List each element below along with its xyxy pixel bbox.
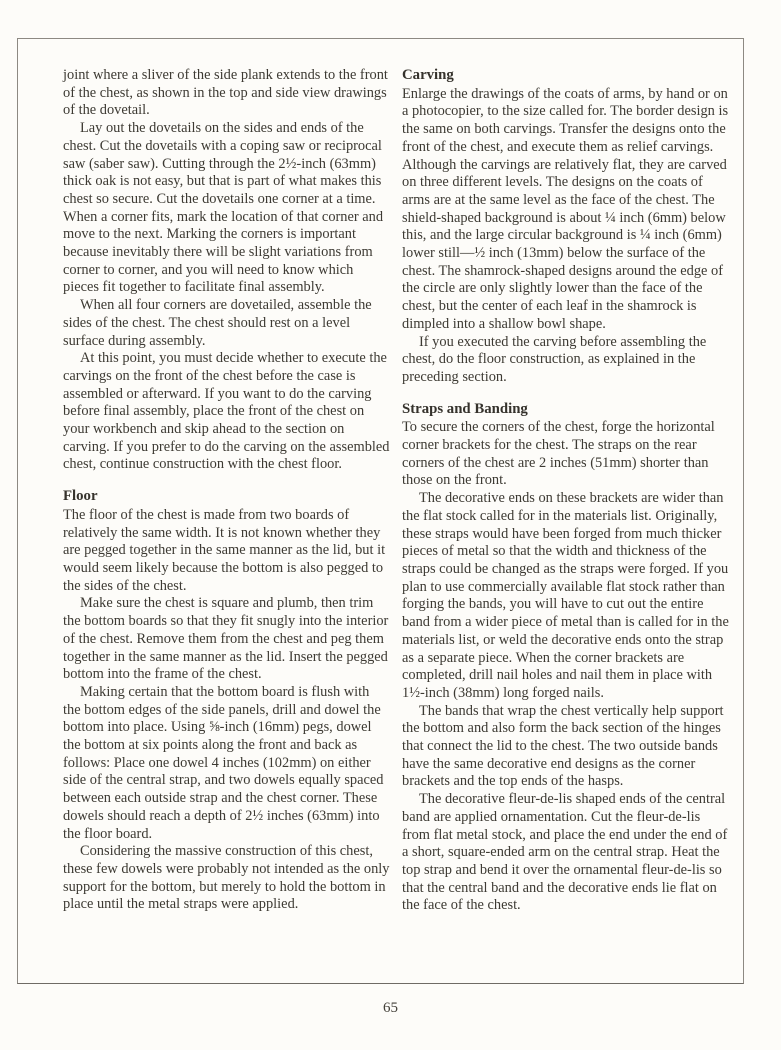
paragraph: Enlarge the drawings of the coats of arms, by hand or on a photocopier, to the size called for. The border design is the same on both carvings. Transfer the designs onto the front of the chest, and execute them as relief carvings. Although the carvings are relatively flat, they are carved on three different levels. The designs on the coats of arms are at the same level as the face of the chest. The shield-shaped background is about ¼ inch (6mm) below this, and the large circular background is ¼ inch (6mm) lower still—½ inch (13mm) below the surface of the chest. The shamrock-shaped designs around the edge of the circle are only slightly lower than the face of the chest, but the center of each leaf in the shamrock is dimpled into a shallow bowl shape. — [402, 85, 729, 332]
section-heading: Carving — [402, 67, 454, 83]
paragraph: Lay out the dovetails on the sides and ends of the chest. Cut the dovetails with a coping saw or reciprocal saw (saber saw). Cutting through the 2½-inch (63mm) thick oak is not easy, but that is part of what makes this chest so secure. Cut the dovetails one corner at a time. When a corner fits, mark the location of that corner and move to the next. Marking the corners is important because inevitably there will be slight variations from corner to corner, and you will need to know which pieces fit together to facilitate final assembly. — [63, 120, 384, 296]
paragraph: At this point, you must decide whether to execute the carvings on the front of the chest before the case is assembled or afterward. If you want to do the carving before final assembly, place the front of the chest on your workbench and skip ahead to the section on carving. If you prefer to do the carving on the assembled chest, continue construction with the chest floor. — [63, 350, 390, 473]
paragraph: Making certain that the bottom board is flush with the bottom edges of the side panels, drill and dowel the bottom into place. Using ⅝-inch (16mm) pegs, dowel the bottom at six points along the front and back as follows: Place one dowel 4 inches (102mm) on either side of the central strap, and two dowels equally spaced between each outside strap and the chest corner. These dowels should reach a depth of 2½ inches (63mm) into the floor board. — [63, 683, 384, 842]
paragraph: The decorative ends on these brackets are wider than the flat stock called for in the materials list. Originally, these straps would have been forged from much thicker pieces of metal so that the width and thickness of the straps could be changed as the straps were forged. If you plan to use commercially available flat stock rather than forging the bands, you will have to cut out the entire band from a wider piece of metal than is called for in the materials list, or weld the decorative ends onto the strap as a separate piece. When the corner brackets are completed, drill nail holes and nail them in place with 1½-inch (38mm) long forged nails. — [402, 490, 729, 701]
page-border — [17, 38, 744, 984]
paragraph: The floor of the chest is made from two boards of relatively the same width. It is not known whether they are pegged together in the same manner as the lid, but it would seem likely because the bottom is also pegged to the sides of the chest. — [63, 506, 386, 594]
paragraph: The bands that wrap the chest vertically help support the bottom and also form the back section of the hinges that connect the lid to the chest. The two outside bands have the same decorative end designs as the corner brackets and the top ends of the hasps. — [402, 702, 724, 790]
column-right — [402, 67, 729, 915]
paragraph: When all four corners are dovetailed, assemble the sides of the chest. The chest should rest on a level surface during assembly. — [63, 297, 372, 349]
paragraph: If you executed the carving before assembling the chest, do the floor construction, as explained in the preceding section. — [402, 333, 707, 385]
paragraph: joint where a sliver of the side plank extends to the front of the chest, as shown in the top and side view drawings of the dovetail. — [63, 67, 388, 119]
section-heading: Straps and Banding — [402, 400, 528, 417]
column-left — [63, 67, 390, 915]
section-heading: Floor — [63, 488, 98, 505]
paragraph: The decorative fleur-de-lis shaped ends of the central band are applied ornamentation. Cut the fleur-de-lis from flat metal stock, and place the end under the end of a short, square-ended arm on the central strap. Heat the top strap and bend it over the ornamental fleur-de-lis so that the central band and the decorative ends lie flat on the face of the chest. — [402, 791, 728, 914]
text-area — [63, 67, 729, 915]
paragraph: To secure the corners of the chest, forge the horizontal corner brackets for the chest. The straps on the rear corners of the chest are 2 inches (51mm) shorter than those on the front. — [402, 419, 715, 489]
page-number: 65 — [383, 1000, 398, 1016]
paragraph: Make sure the chest is square and plumb, then trim the bottom boards so that they fit snugly into the interior of the chest. Remove them from the chest and peg them together in the same manner as the lid. Insert the pegged bottom into the frame of the chest. — [63, 595, 389, 683]
paragraph: Considering the massive construction of this chest, these few dowels were probably not intended as the only support for the bottom, but merely to hold the bottom in place until the metal straps were applied. — [63, 843, 390, 913]
